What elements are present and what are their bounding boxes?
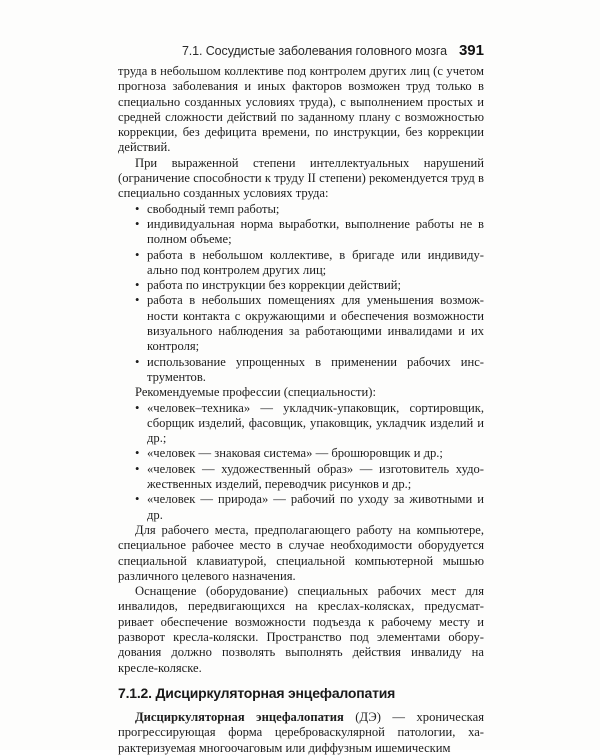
list-item: • «человек — знаковая система» — брошюровщик и др.; — [135, 446, 484, 461]
paragraph-computer-workplace: Для рабочего места, предполагающего работу на компьютере, специальное рабочее место в случае необходимости оборудуется специальной клавиатурой, специальной компьютерной мышью различного целевого назначения. — [118, 522, 484, 583]
paragraph-continued: труда в небольшом коллективе под контролем других лиц (с учетом прогноза заболевания и иных факторов возможен труд только в специально созданных условиях труда), с выполнением простых и средней сложности действий по заданному плану с возможностью коррекции, без дефицита времени, по инструкции, без коррекции действий. — [118, 64, 484, 155]
list-item: • свободный темп работы; — [135, 202, 484, 217]
list-item: • «человек — художественный образ» — изготовитель художественных изделий, переводчик рисунков и др.; — [135, 462, 484, 493]
paragraph-definition — [118, 710, 484, 756]
paragraph-professions: Рекомендуемые профессии (специальности): — [135, 385, 376, 400]
running-header-title: 7.1. Сосудистые заболевания головного мозга — [181, 44, 447, 58]
paragraph-wheelchair-equipment: Оснащение (оборудование) специальных рабочих мест для инвалидов, передвигающихся на креслах-колясках, предусматривает обеспечение возможности подъезда к рабочему месту и разворот кресла-коляски. Пространство под элементами оборудования должно позволять выполнять действия инвалиду на кресле-коляске. — [118, 584, 484, 675]
list-item: • работа в небольших помещениях для уменьшения возможности контакта с окружающими и обеспечения возможности визуального наблюдения за работающими инвалидами и их контроля; — [135, 293, 484, 354]
defined-term: Дисциркуляторная энцефалопатия — [135, 710, 344, 725]
page-number: 391 — [458, 42, 484, 59]
page-body — [118, 64, 484, 756]
paragraph-severe-impairment: При выраженной степени интеллектуальных нарушений (ограничение способности к труду II степени) рекомендуется труд в специально созданных условиях труда: — [118, 155, 484, 201]
list-item: • «человек–техника» — укладчик-упаковщик, сортировщик, сборщик изделий, фасовщик, упаковщик, укладчик изделий и др.; — [135, 401, 484, 447]
section-heading: 7.1.2. Дисциркуляторная энцефалопатия — [118, 684, 396, 701]
list-item: • работа по инструкции без коррекции действий; — [135, 278, 484, 293]
list-item: • индивидуальная норма выработки, выполнение работы не в полном объеме; — [135, 217, 484, 248]
running-header — [118, 42, 484, 59]
work-conditions-list — [118, 202, 484, 386]
professions-list — [118, 401, 484, 523]
list-item: • работа в небольшом коллективе, в бригаде или индивидуально под контролем других лиц; — [135, 248, 484, 279]
definition-text: (ДЭ) — хроническая прогрессирующая форма цереброваскулярной патологии, характеризуемая многоочаговым или диффузным ишемическим — [118, 710, 484, 755]
list-item: • использование упрощенных в применении рабочих инструментов. — [135, 355, 484, 386]
list-item: • «человек — природа» — рабочий по уходу за животными и др. — [135, 492, 484, 523]
